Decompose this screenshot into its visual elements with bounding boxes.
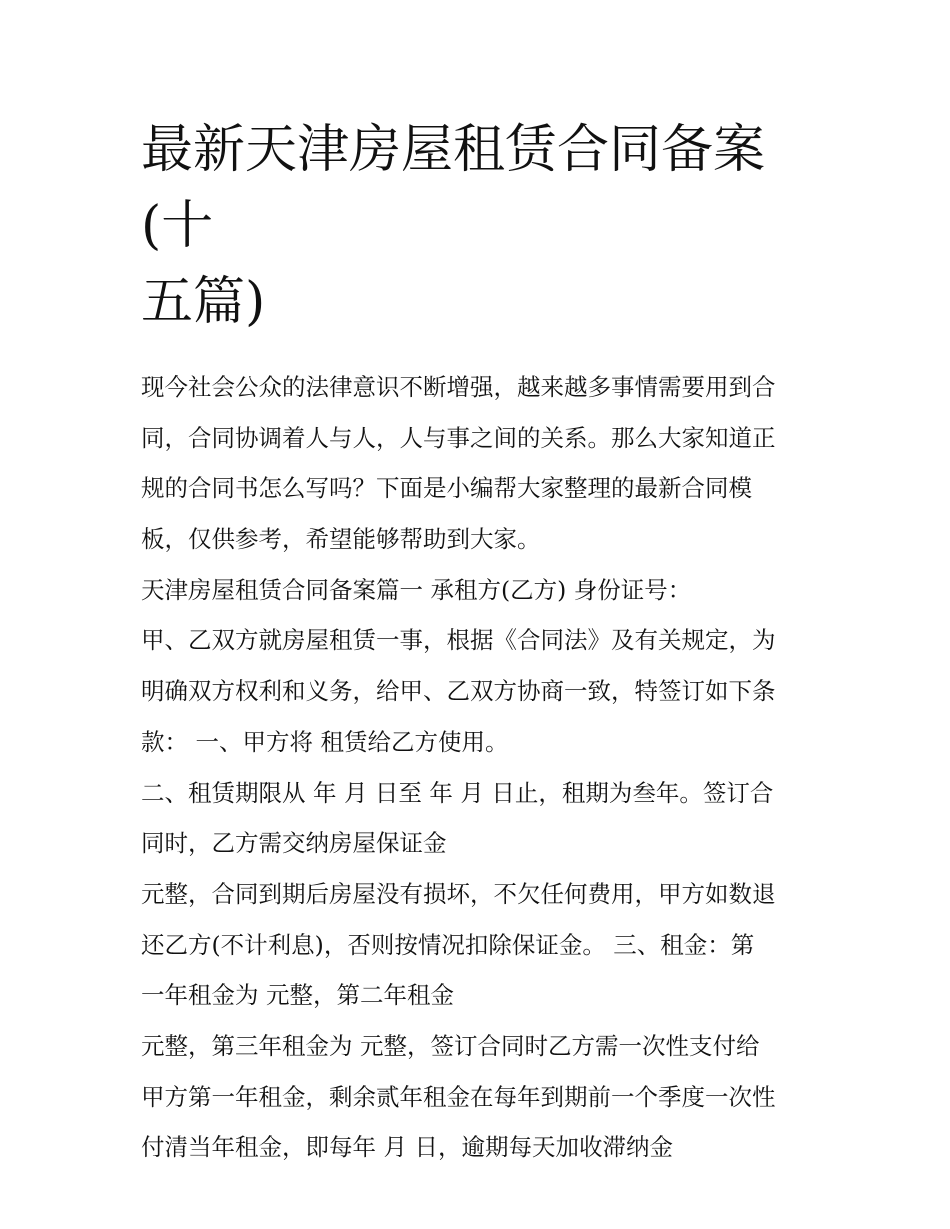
body-line: 规的合同书怎么写吗？下面是小编帮大家整理的最新合同模 [141,474,752,503]
body-line: 元整，合同到期后房屋没有损坏，不欠任何费用，甲方如数退 [141,879,776,908]
body-line: 明确双方权利和义务，给甲、乙双方协商一致，特签订如下条 [141,677,776,706]
body-line: 元整，第三年租金为 元整，签订合同时乙方需一次性支付给 [141,1031,760,1060]
body-line: 还乙方(不计利息)，否则按情况扣除保证金。 三、租金：第 [141,930,755,959]
document-title [141,112,821,340]
document-page [141,112,821,1173]
body-line: 甲、乙双方就房屋租赁一事，根据《合同法》及有关规定，为 [141,626,776,655]
body-line: 天津房屋租赁合同备案篇一 承租方(乙方) 身份证号： [141,575,692,604]
body-line: 同时，乙方需交纳房屋保证金 [141,829,447,858]
body-line: 款： 一、甲方将 租赁给乙方使用。 [141,727,509,756]
document-body [141,362,821,1173]
body-line: 一年租金为 元整，第二年租金 [141,981,454,1010]
body-line: 同，合同协调着人与人，人与事之间的关系。那么大家知道正 [141,423,776,452]
body-line: 二、租赁期限从 年 月 日至 年 月 日止，租期为叁年。签订合 [141,778,774,807]
title-line: 最新天津房屋租赁合同备案(十 [141,120,766,256]
body-line: 付清当年租金，即每年 月 日，逾期每天加收滞纳金 [141,1133,673,1162]
body-line: 板，仅供参考，希望能够帮助到大家。 [141,525,541,554]
body-line: 甲方第一年租金，剩余贰年租金在每年到期前一个季度一次性 [141,1082,776,1111]
title-line: 五篇) [141,272,266,332]
body-line: 现今社会公众的法律意识不断增强，越来越多事情需要用到合 [141,373,776,401]
